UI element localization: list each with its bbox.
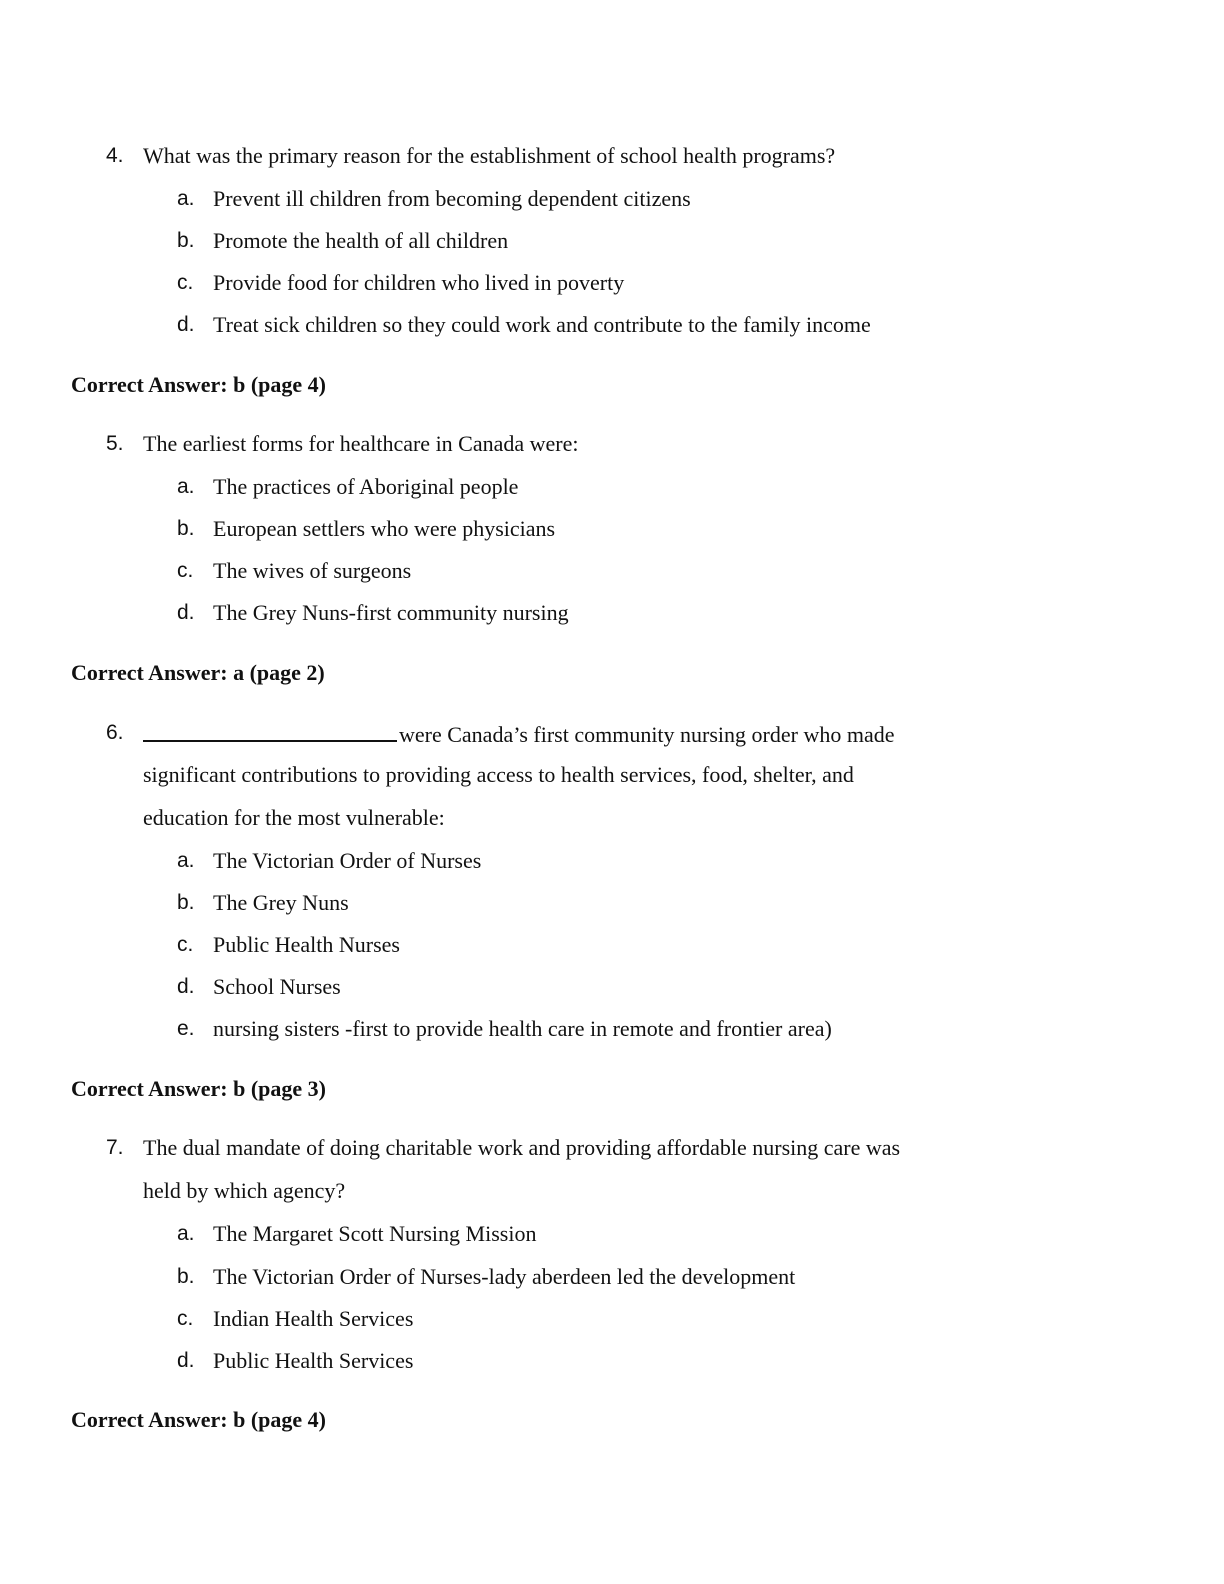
option-letter: b.	[177, 517, 195, 540]
option-letter: a.	[177, 849, 195, 872]
option-letter: b.	[177, 229, 195, 252]
option-text: Promote the health of all children	[213, 228, 509, 253]
option-text: The Victorian Order of Nurses	[213, 848, 482, 873]
option-text: Public Health Nurses	[213, 932, 400, 957]
question-number: 5.	[106, 432, 124, 455]
option-letter: d.	[177, 601, 195, 624]
question-text-line	[143, 720, 894, 748]
fill-in-blank	[143, 720, 397, 742]
option-text: The practices of Aboriginal people	[213, 474, 519, 499]
option-letter: c.	[177, 933, 194, 956]
option-text: Indian Health Services	[213, 1306, 414, 1331]
option-text: Public Health Services	[213, 1348, 414, 1373]
option-text: Provide food for children who lived in poverty	[213, 270, 625, 295]
correct-answer: Correct Answer: a (page 2)	[71, 660, 325, 685]
option-letter: c.	[177, 559, 194, 582]
option-text: The Grey Nuns	[213, 890, 349, 915]
question-text: The dual mandate of doing charitable work and providing affordable nursing care was	[143, 1135, 901, 1160]
option-letter: a.	[177, 475, 195, 498]
option-text: School Nurses	[213, 974, 341, 999]
option-letter: b.	[177, 1265, 195, 1288]
option-letter: e.	[177, 1017, 195, 1040]
option-letter: d.	[177, 975, 195, 998]
question-text: significant contributions to providing access to health services, food, shelter, and	[143, 762, 854, 787]
option-text: The Victorian Order of Nurses-lady aberdeen led the development	[213, 1264, 796, 1289]
option-letter: a.	[177, 1222, 195, 1245]
correct-answer: Correct Answer: b (page 4)	[71, 372, 326, 397]
option-text: Prevent ill children from becoming dependent citizens	[213, 186, 691, 211]
question-text: education for the most vulnerable:	[143, 805, 445, 830]
option-letter: d.	[177, 1349, 195, 1372]
option-text: The Grey Nuns-first community nursing	[213, 600, 569, 625]
option-text: European settlers who were physicians	[213, 516, 556, 541]
question-text: held by which agency?	[143, 1178, 346, 1203]
question-text: What was the primary reason for the establishment of school health programs?	[143, 143, 836, 168]
option-letter: d.	[177, 313, 195, 336]
option-letter: c.	[177, 1307, 194, 1330]
correct-answer: Correct Answer: b (page 4)	[71, 1407, 326, 1432]
correct-answer: Correct Answer: b (page 3)	[71, 1076, 326, 1101]
option-letter: a.	[177, 187, 195, 210]
option-text: The Margaret Scott Nursing Mission	[213, 1221, 537, 1246]
question-text: The earliest forms for healthcare in Canada were:	[143, 431, 579, 456]
question-number: 7.	[106, 1136, 124, 1159]
option-text: nursing sisters -first to provide health care in remote and frontier area)	[213, 1016, 832, 1041]
question-number: 6.	[106, 721, 124, 744]
option-letter: c.	[177, 271, 194, 294]
option-letter: b.	[177, 891, 195, 914]
option-text: Treat sick children so they could work and contribute to the family income	[213, 312, 871, 337]
option-text: The wives of surgeons	[213, 558, 412, 583]
question-number: 4.	[106, 144, 124, 167]
question-text: were Canada’s first community nursing order who made	[399, 722, 895, 747]
